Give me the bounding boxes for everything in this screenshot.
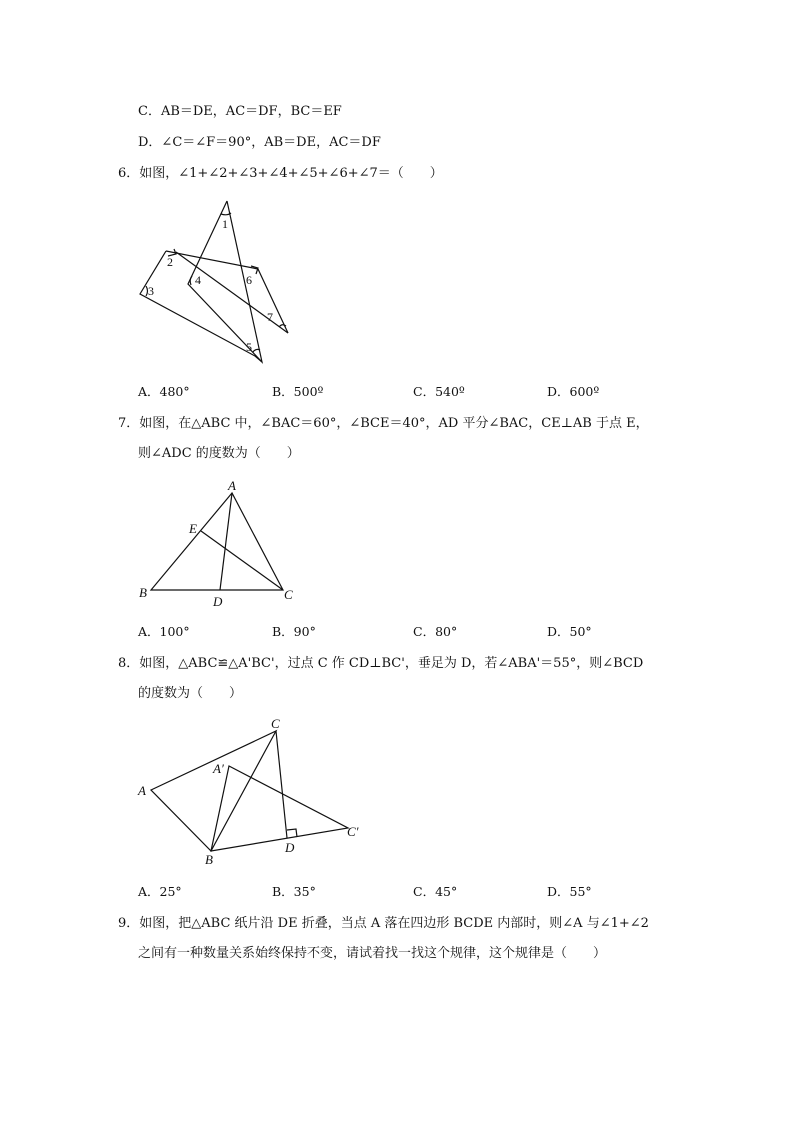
q8-stem-line2: 的度数为（ ） <box>138 686 243 701</box>
q7-label-b: B <box>139 585 147 600</box>
q9-stem-line2: 之间有一种数量关系始终保持不变，请试着找一找这个规律，这个规律是（ ） <box>138 946 607 961</box>
q8-label-d: D <box>285 840 295 855</box>
q8-right-angle-mark <box>287 829 297 837</box>
q8-label-a-prime: A′ <box>213 761 224 776</box>
q6-label-4: 4 <box>195 273 201 287</box>
q8-option-d: D．55° <box>547 884 592 899</box>
q8-label-b: B <box>205 852 213 867</box>
q7-label-a: A <box>228 478 236 493</box>
q6-option-d: D．600º <box>547 384 600 399</box>
q6-option-c: C．540º <box>413 384 465 399</box>
q7-stem-line1: 7．如图，在△ABC 中，∠BAC＝60°，∠BCE＝40°，AD 平分∠BAC，CE⊥AB 于点 E， <box>118 416 649 431</box>
q8-label-c-prime: C′ <box>347 824 359 839</box>
q9-stem-line1: 9．如图，把△ABC 纸片沿 DE 折叠，当点 A 落在四边形 BCDE 内部时，则∠A 与∠1+∠2 <box>118 916 649 931</box>
q8-option-a: A．25° <box>138 884 182 899</box>
q6-label-1: 1 <box>222 217 228 231</box>
q8-stem-line1: 8．如图，△ABC≌△A'BC'，过点 C 作 CD⊥BC'，垂足为 D，若∠ABA'＝55°，则∠BCD <box>118 656 644 671</box>
q8-segment-cd <box>276 731 287 838</box>
q5-option-d: D．∠C＝∠F＝90°，AB＝DE，AC＝DF <box>138 135 381 150</box>
q7-stem-line2: 则∠ADC 的度数为（ ） <box>138 446 300 461</box>
q7-label-c: C <box>284 587 293 602</box>
q6-label-3: 3 <box>148 284 154 298</box>
q6-label-5: 5 <box>246 340 252 354</box>
q7-option-d: D．50° <box>547 624 592 639</box>
q7-label-d: D <box>213 594 223 609</box>
q8-triangle-a1bc1 <box>211 766 348 851</box>
q7-option-c: C．80° <box>413 624 458 639</box>
q6-label-7: 7 <box>267 310 273 324</box>
q8-option-b: B．35° <box>272 884 316 899</box>
q8-label-a: A <box>138 783 146 798</box>
q7-label-e: E <box>189 521 197 536</box>
q8-triangle-abc <box>151 731 276 851</box>
q8-label-c: C <box>271 716 280 731</box>
q6-stem: 6．如图，∠1+∠2+∠3+∠4+∠5+∠6+∠7＝（ ） <box>118 166 443 181</box>
q6-option-b: B．500º <box>272 384 324 399</box>
q6-option-a: A．480° <box>138 384 190 399</box>
q5-option-c: C．AB＝DE，AC＝DF，BC＝EF <box>138 104 342 119</box>
q8-option-c: C．45° <box>413 884 458 899</box>
q6-label-6: 6 <box>246 273 252 287</box>
q7-option-b: B．90° <box>272 624 316 639</box>
q6-label-2: 2 <box>167 255 173 269</box>
q7-option-a: A．100° <box>138 624 190 639</box>
